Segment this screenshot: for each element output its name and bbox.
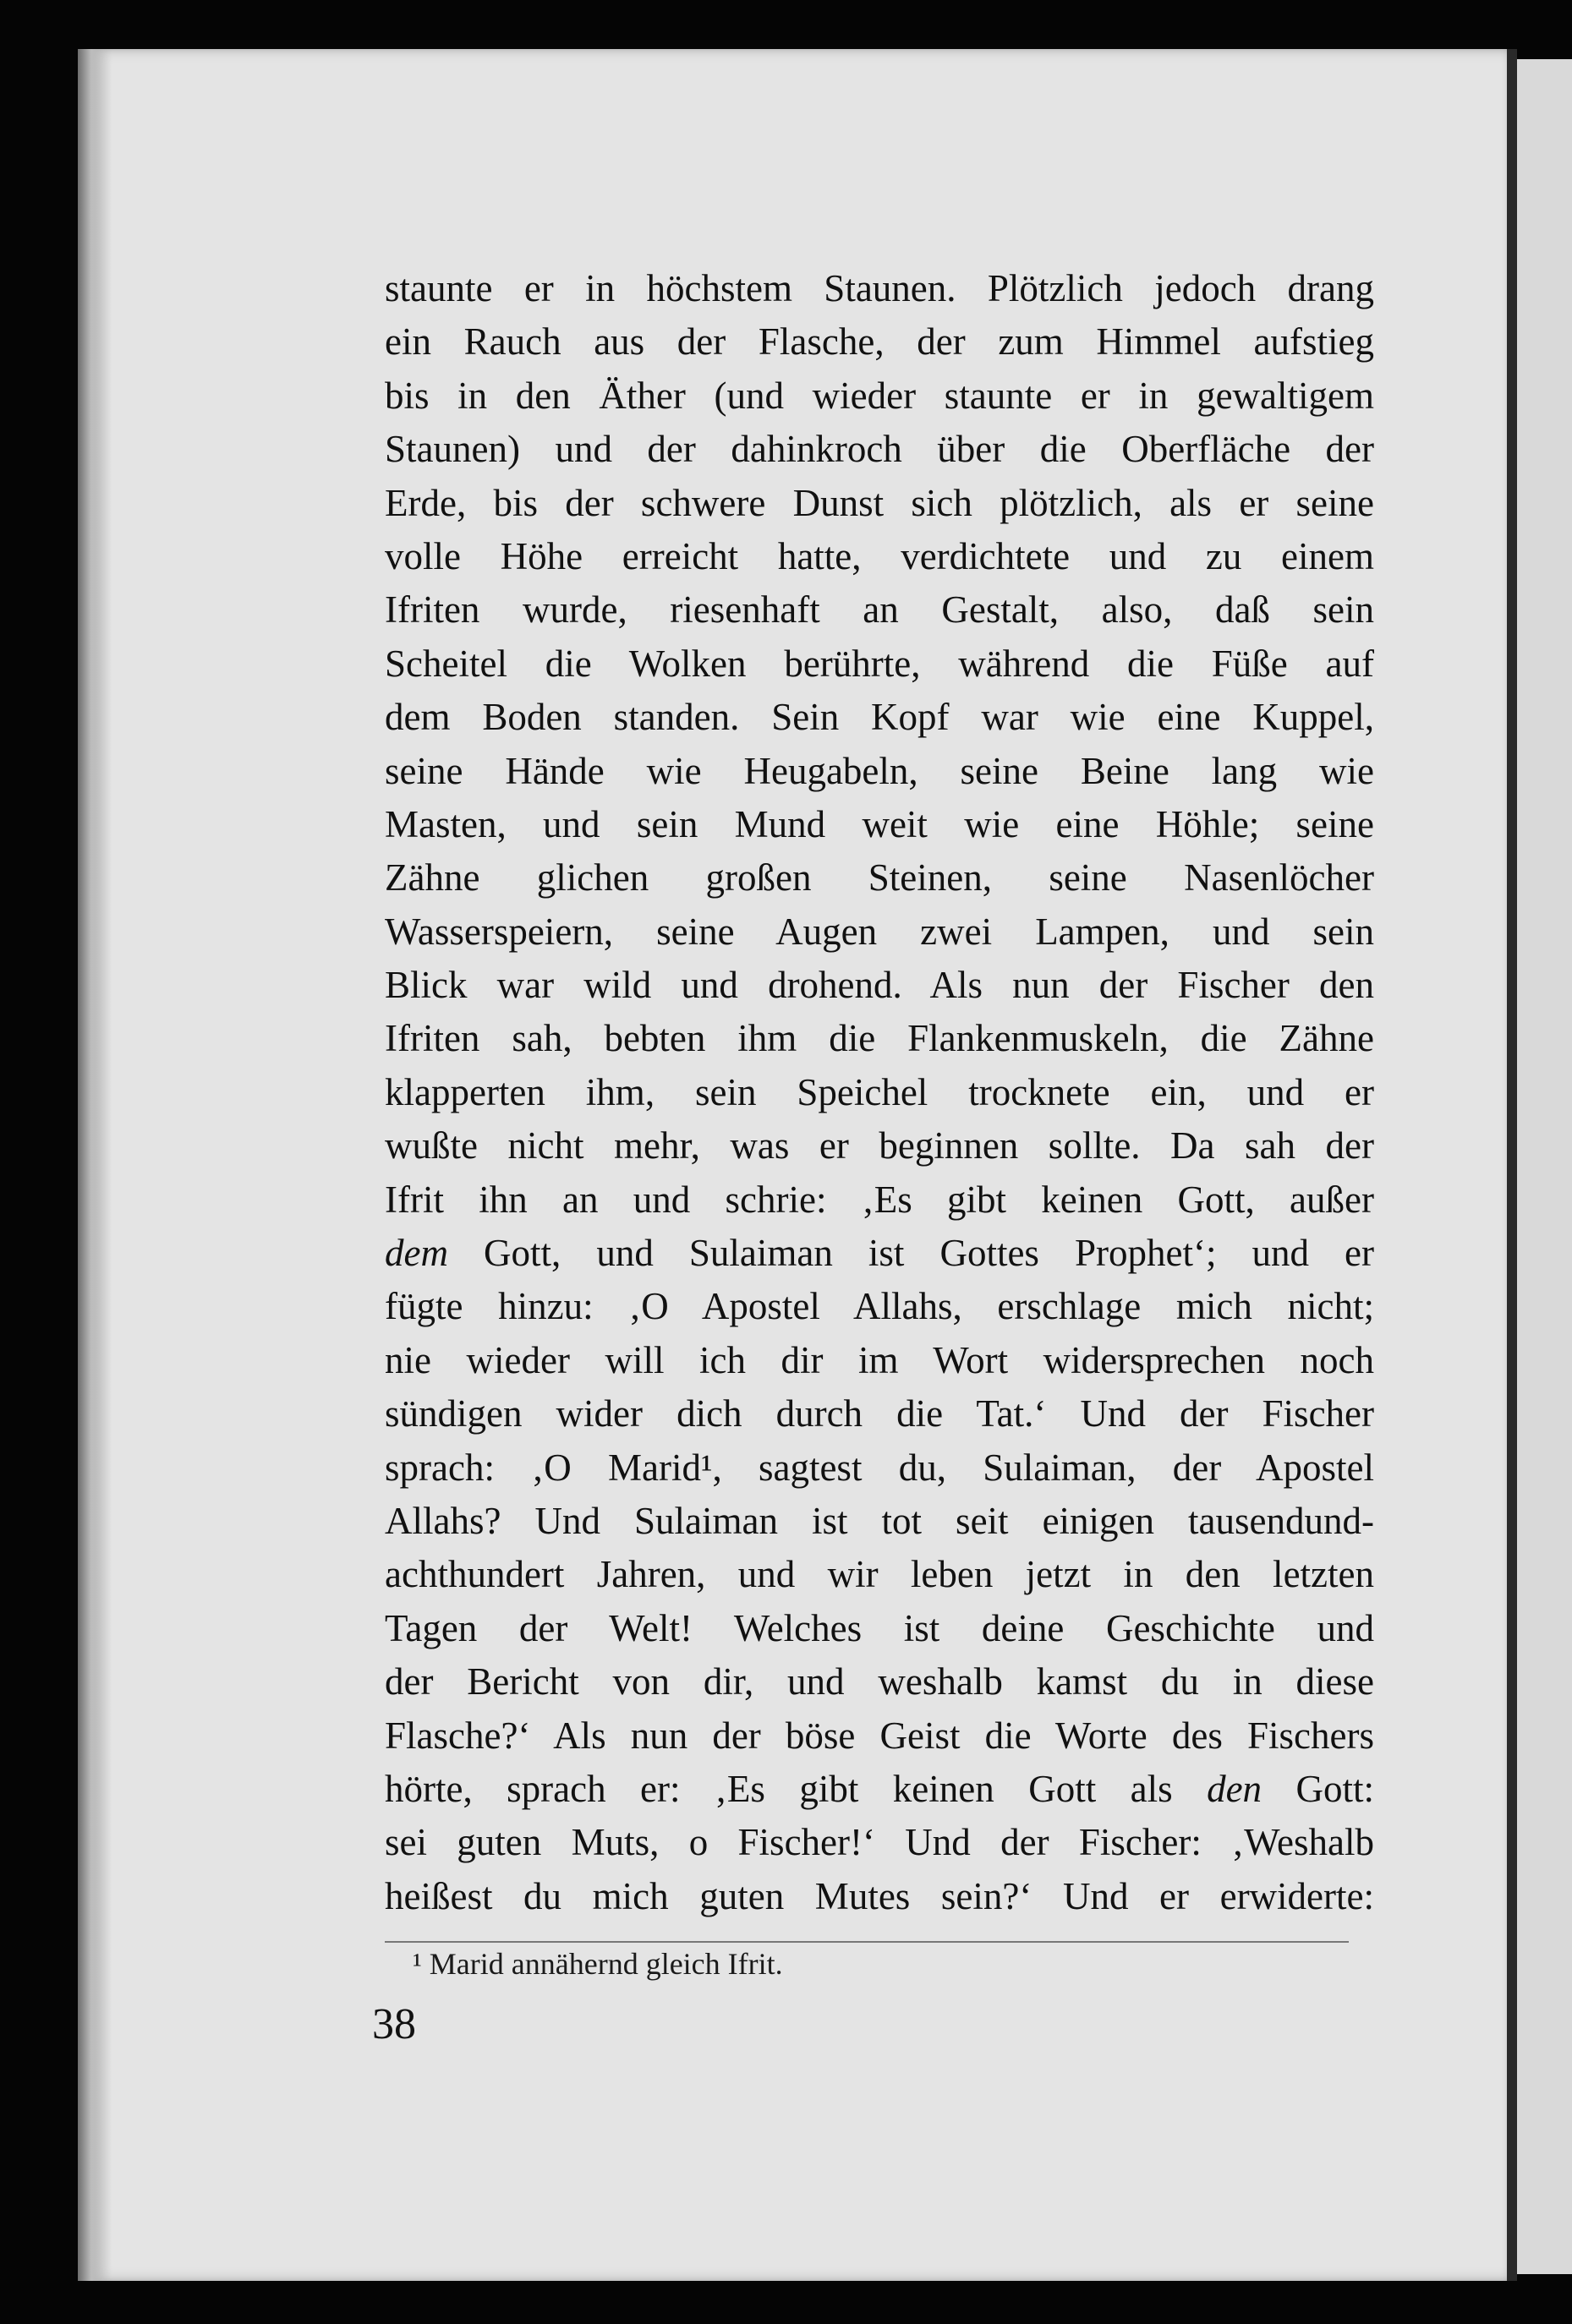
text-line: achthundert Jahren, und wir leben jetzt in den letzten (385, 1553, 1374, 1596)
adjacent-page-strip (1517, 59, 1572, 2274)
text-line: Wasserspeiern, seine Augen zwei Lampen, und sein (385, 910, 1374, 953)
text-line: klapperten ihm, sein Speichel trocknete ein, und er (385, 1070, 1374, 1113)
text-line: Masten, und sein Mund weit wie eine Höhle; seine (385, 802, 1374, 845)
text-line: nie wieder will ich dir im Wort widersprechen noch (385, 1338, 1374, 1381)
text-line: dem Boden standen. Sein Kopf war wie eine Kuppel, (385, 696, 1374, 739)
text-line: Flasche?‘ Als nun der böse Geist die Worte des Fischers (385, 1714, 1374, 1757)
emphasis-word: den (1207, 1767, 1263, 1810)
footnote-divider (385, 1941, 1349, 1943)
text-line: Allahs? Und Sulaiman ist tot seit einigen tausendund- (385, 1499, 1374, 1542)
text-line: Erde, bis der schwere Dunst sich plötzlich, als er seine (385, 481, 1374, 524)
text-line: Ifriten wurde, riesenhaft an Gestalt, also, daß sein (385, 588, 1374, 632)
text-line: hörte, sprach er: ‚Es gibt keinen Gott als den Gott: (385, 1767, 1374, 1810)
text-line: sei guten Muts, o Fischer!‘ Und der Fischer: ‚Weshalb (385, 1821, 1374, 1864)
text-line: staunte er in höchstem Staunen. Plötzlich jedoch drang (385, 267, 1374, 309)
footnote: ¹ Marid annähernd gleich Ifrit. (413, 1947, 783, 1981)
emphasis-word: dem (385, 1232, 448, 1275)
text-line: bis in den Äther (und wieder staunte er in gewaltigem (385, 374, 1374, 417)
text-line: Zähne glichen großen Steinen, seine Nasenlöcher (385, 856, 1374, 900)
text-line: seine Hände wie Heugabeln, seine Beine lang wie (385, 749, 1374, 792)
page-number: 38 (372, 2000, 416, 2048)
body-text (385, 262, 1374, 1923)
text-line: der Bericht von dir, und weshalb kamst du in diese (385, 1660, 1374, 1703)
text-line: heißest du mich guten Mutes sein?‘ Und er erwiderte: (385, 1874, 1374, 1917)
binding-edge (78, 49, 112, 2281)
text-line: Scheitel die Wolken berührte, während die Füße auf (385, 642, 1374, 685)
page-right-edge (1507, 49, 1517, 2281)
text-line: dem Gott, und Sulaiman ist Gottes Prophet‘; und er (385, 1232, 1374, 1275)
text-line: sündigen wider dich durch die Tat.‘ Und der Fischer (385, 1392, 1374, 1435)
text-line: Tagen der Welt! Welches ist deine Geschichte und (385, 1606, 1374, 1649)
text-line: volle Höhe erreicht hatte, verdichtete und zu einem (385, 534, 1374, 577)
text-line: ein Rauch aus der Flasche, der zum Himmel aufstieg (385, 320, 1374, 364)
text-line: fügte hinzu: ‚O Apostel Allahs, erschlage mich nicht; (385, 1285, 1374, 1328)
text-line: wußte nicht mehr, was er beginnen sollte. Da sah der (385, 1124, 1374, 1167)
text-line: Ifriten sah, bebten ihm die Flankenmuskeln, die Zähne (385, 1017, 1374, 1060)
text-line: sprach: ‚O Marid¹, sagtest du, Sulaiman, der Apostel (385, 1446, 1374, 1489)
text-line: Blick war wild und drohend. Als nun der Fischer den (385, 964, 1374, 1007)
text-line: Ifrit ihn an und schrie: ‚Es gibt keinen Gott, außer (385, 1178, 1374, 1221)
text-line: Staunen) und der dahinkroch über die Oberfläche der (385, 428, 1374, 471)
